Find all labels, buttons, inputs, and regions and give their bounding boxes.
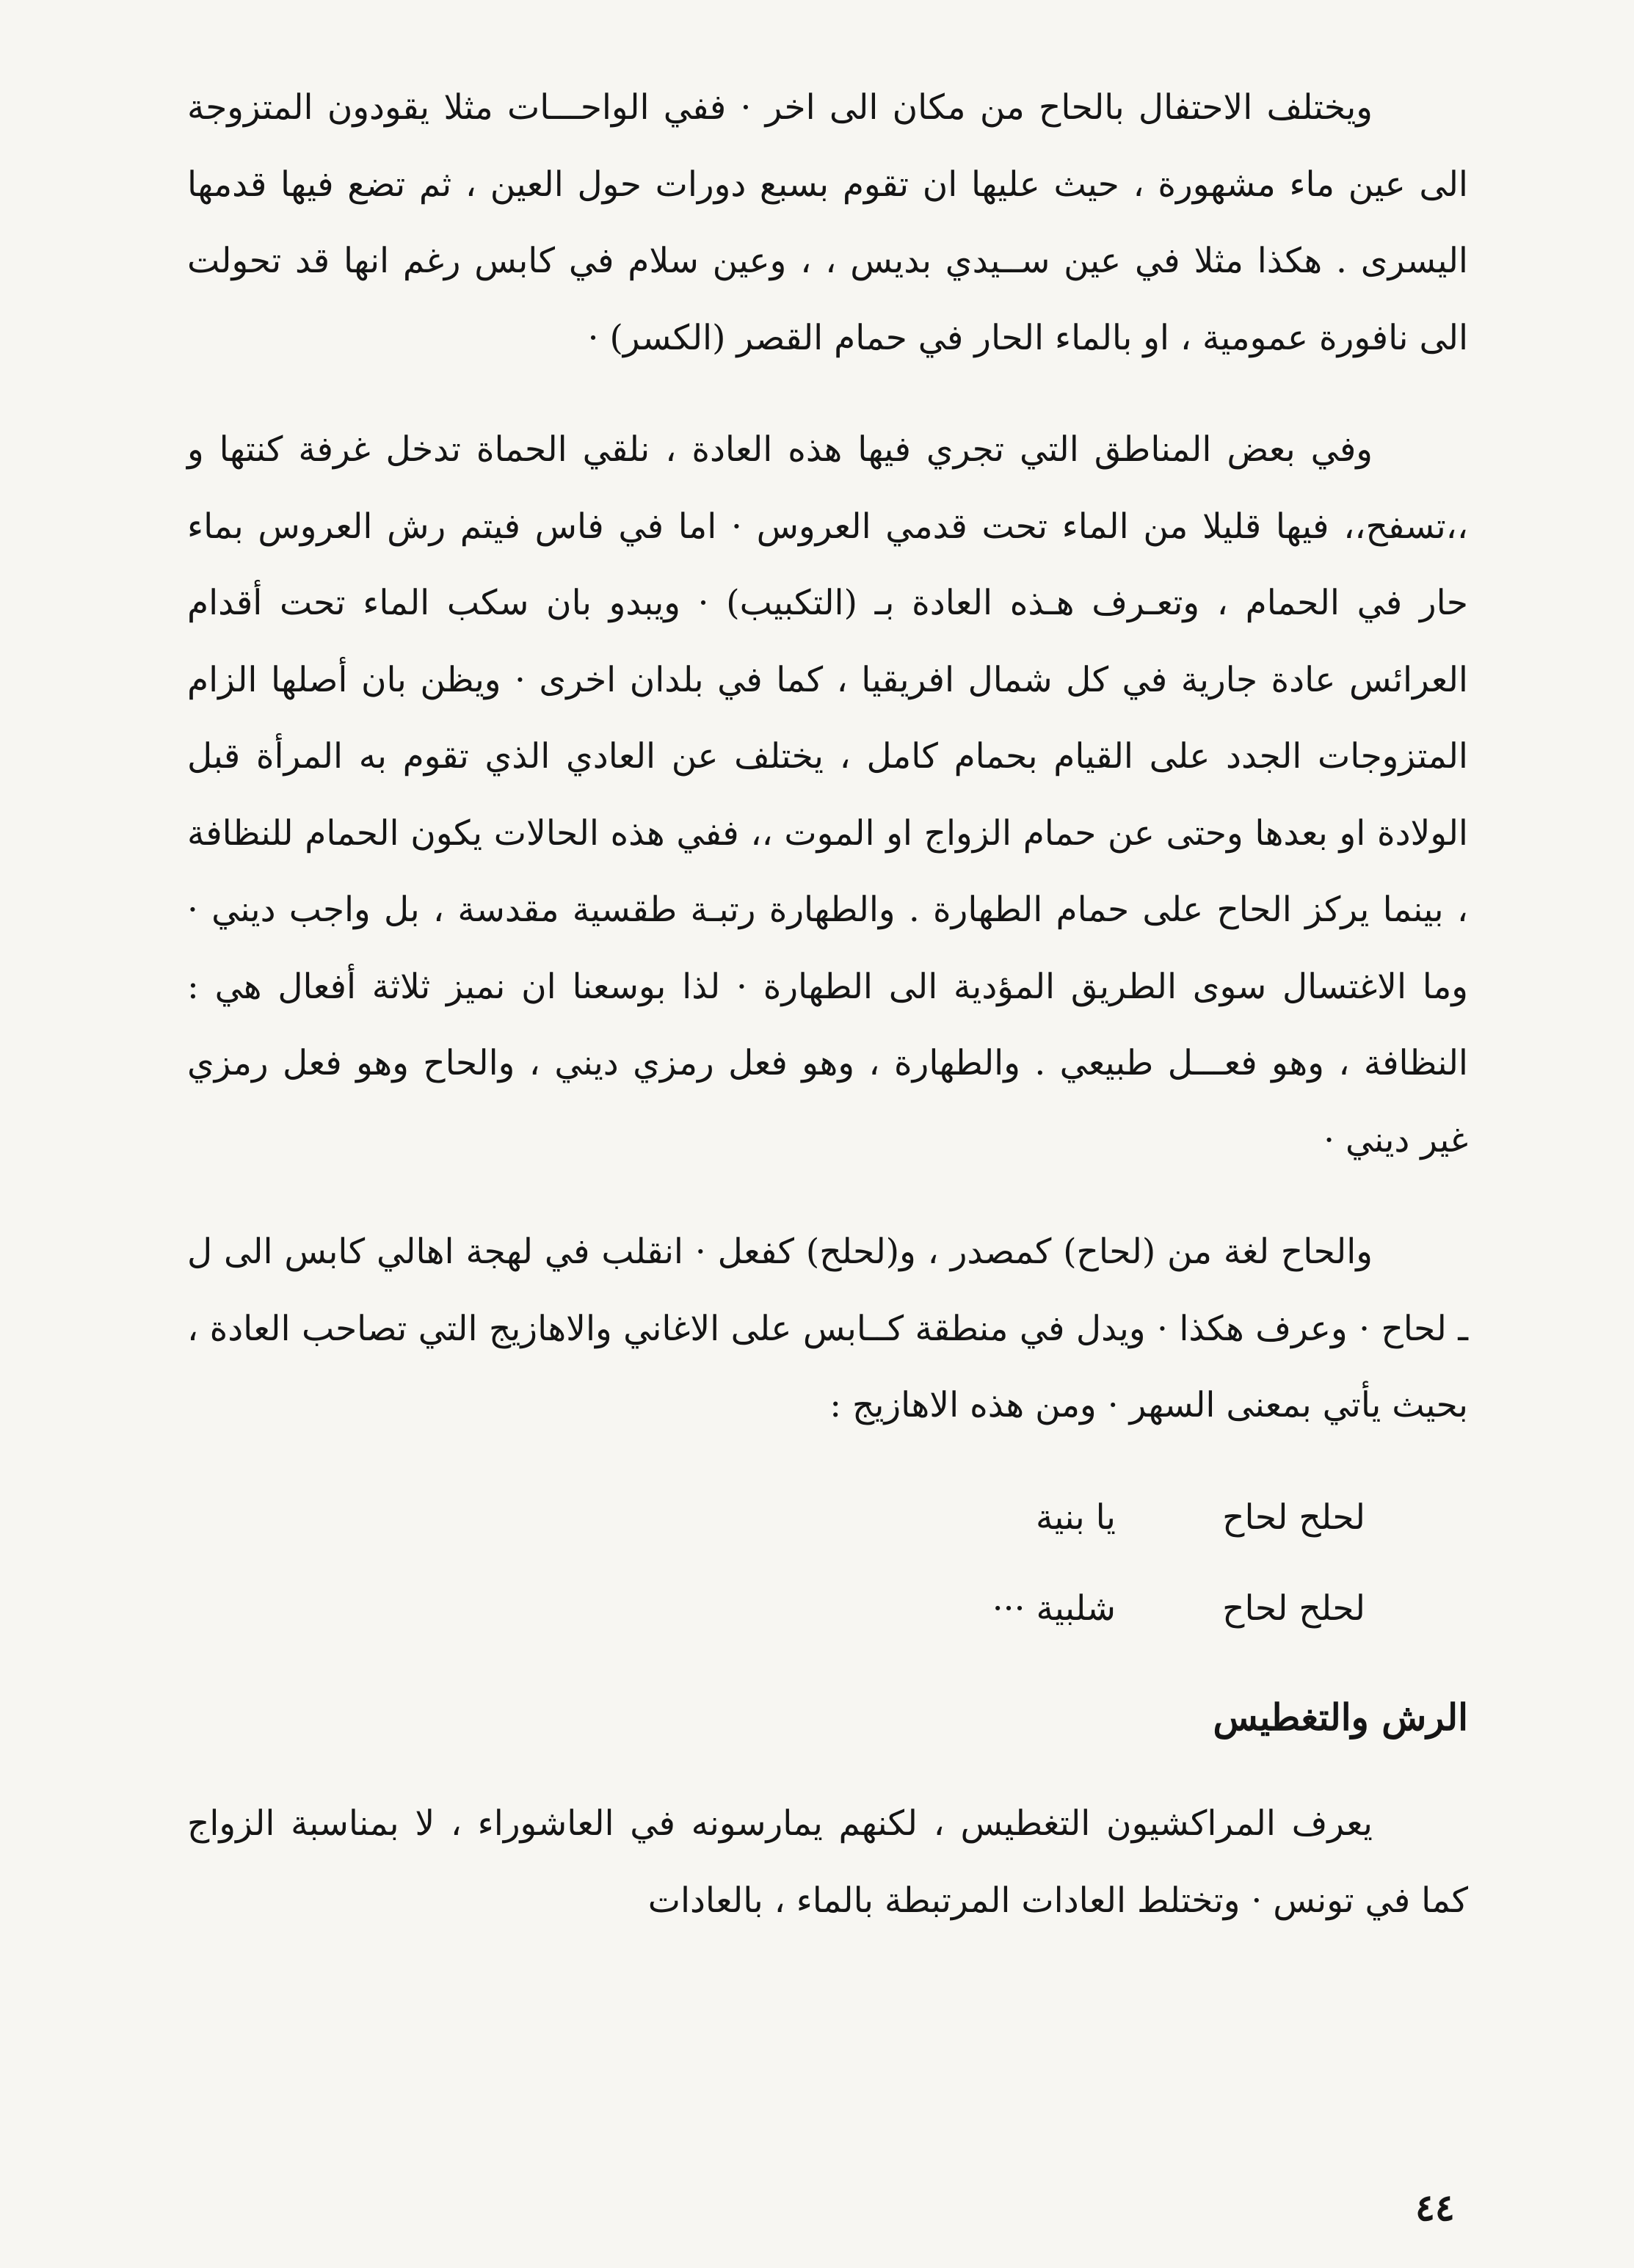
paragraph-immersion: يعرف المراكشيون التغطيس ، لكنهم يمارسونه في العاشوراء ، لا بمناسبة الزواج كما في تونس · وتختلط العادات المرتبطة بالماء ، بالعادات xyxy=(187,1803,1468,1921)
paragraph-hah-celebration: ويختلف الاحتفال بالحاح من مكان الى اخر · ففي الواحـــات مثلا يقودون المتزوجة الى عين ماء مشهورة ، حيث عليها ان تقوم بسبع دورات حول العين ، ثم تضع فيها قدمها اليسرى . هكذا مثلا في عين ســيدي بديس ، ، وعين سلام في كابس رغم انها قد تحولت الى نافورة عمومية ، او بالماء الحار في حمام القصر (الكسر) · xyxy=(187,87,1468,358)
paragraph-hah-etymology: والحاح لغة من (لحاح) كمصدر ، و(لحلح) كفعل · انقلب في لهجة اهالي كابس الى ل ـ لحاح · وعرف هكذا · ويدل في منطقة كــابس على الاغاني والاهازيج التي تصاحب العادة ، بحيث يأتي بمعنى السهر · ومن هذه الاهازيج : xyxy=(187,1232,1468,1425)
page-number: ٤٤ xyxy=(1415,2186,1455,2229)
verse-second-half: يا بنية xyxy=(1036,1497,1116,1538)
verse-first-half: لحلح لحاح xyxy=(1222,1497,1365,1538)
paragraph-water-rituals: وفي بعض المناطق التي تجري فيها هذه العادة ، نلقي الحماة تدخل غرفة كنتها و ،،تسفح،، فيها قليلا من الماء تحت قدمي العروس · اما في فاس فيتم رش العروس بماء حار في الحمام ، وتعـرف هـذه العادة بـ (التكبيب) · ويبدو بان سكب الماء تحت أقدام العرائس عادة جارية في كل شمال افريقيا ، كما في بلدان اخرى · ويظن بان أصلها الزام المتزوجات الجدد على القيام بحمام كامل ، يختلف عن العادي الذي تقوم به المرأة قبل الولادة او بعدها وحتى عن حمام الزواج او الموت ،، ففي هذه الحالات يكون الحمام للنظافة ، بينما يركز الحاح على حمام الطهارة . والطهارة رتبـة طقسية مقدسة ، بل واجب ديني · وما الاغتسال سوى الطريق المؤدية الى الطهارة · لذا بوسعنا ان نميز ثلاثة أفعال هي : النظافة ، وهو فعـــل طبيعي . والطهارة ، وهو فعل رمزي ديني ، والحاح وهو فعل رمزي غير ديني · xyxy=(187,429,1468,1160)
verse-first-half: لحلح لحاح xyxy=(1222,1588,1365,1629)
verse-line xyxy=(187,1563,1468,1654)
verse-line xyxy=(187,1472,1468,1563)
book-page xyxy=(187,70,1468,2198)
folk-song-verses xyxy=(187,1472,1468,1654)
section-heading: الرش والتغطيس xyxy=(1213,1695,1468,1739)
verse-second-half: شلبية ··· xyxy=(992,1588,1116,1629)
